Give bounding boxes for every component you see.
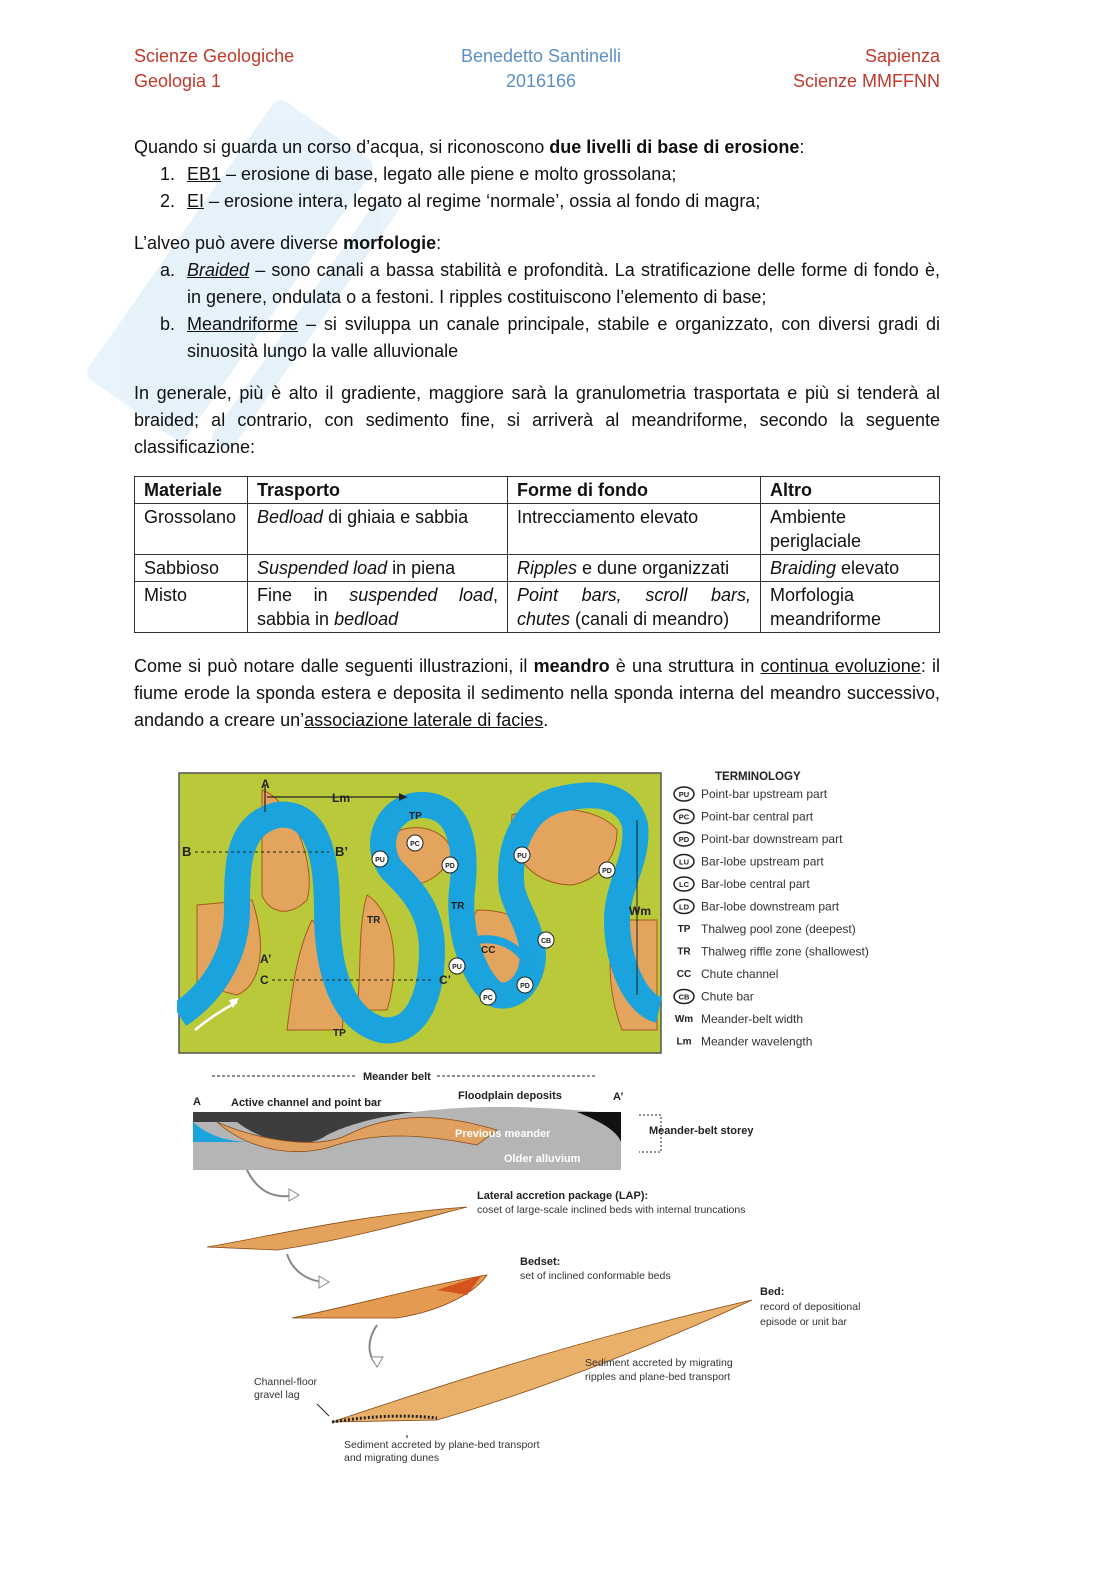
terminology-code: PC (678, 812, 690, 822)
table-row (135, 504, 940, 555)
table-row (135, 555, 940, 582)
table-header: Trasporto (248, 477, 508, 504)
terminology-code: LC (679, 880, 689, 889)
bedset-title: Bedset: (520, 1256, 561, 1268)
terminology-label: Thalweg riffle zone (shallowest) (701, 944, 869, 959)
terminology-item (674, 787, 828, 801)
map-label-TP: TP (333, 1028, 346, 1039)
terminology-label: Point-bar central part (701, 809, 814, 824)
map-label-B: B (182, 844, 192, 859)
table-cell: Intrecciamento elevato (508, 504, 761, 555)
table-cell: Braiding elevato (761, 555, 940, 582)
svg-text:PD: PD (445, 863, 455, 870)
map-label-TR: TR (451, 901, 465, 912)
table-cell: Fine in suspended load, sabbia in bedload (248, 582, 508, 633)
terminology-label: Chute channel (701, 967, 779, 981)
header-student-id: 2016166 (505, 71, 577, 91)
page-header (134, 44, 940, 100)
header-faculty: Scienze MMFFNN (792, 71, 940, 91)
map-label-TP: TP (409, 811, 422, 822)
terminology-item (674, 900, 840, 914)
bed-description-line2: episode or unit bar (760, 1316, 847, 1328)
table-header-row (135, 477, 940, 504)
meander-belt-label: Meander belt (363, 1071, 431, 1083)
older-alluvium-label: Older alluvium (504, 1153, 581, 1165)
terminology-code: Wm (674, 1014, 694, 1025)
list-item-braided: a. Braided – sono canali a bassa stabilità e profondità. La stratificazione delle forme di fondo è, in genere, ondulata o a festoni. I ripples costituiscono l’elemento di base; (160, 260, 940, 307)
table-cell: Ambiente periglaciale (761, 504, 940, 555)
terminology-label: Meander-belt width (701, 1012, 804, 1026)
table-cell: Grossolano (135, 504, 248, 555)
list-item-eb1: 1. EB1 – erosione di base, legato alle piene e molto grossolana; (160, 164, 677, 184)
list-item-ei: 2. EI – erosione intera, legato al regime ‘normale’, ossia al fondo di magra; (160, 191, 761, 211)
terminology-code: LD (679, 902, 689, 912)
map-label-C-prime: C’ (439, 973, 451, 987)
svg-text:PU: PU (452, 964, 462, 971)
terminology-code: TR (677, 946, 691, 958)
terminology-code: CB (678, 992, 690, 1002)
gravel-lag-line1: Channel-floor (254, 1376, 318, 1388)
table-header: Materiale (135, 477, 248, 504)
table-header: Altro (761, 477, 940, 504)
cross-section (193, 1071, 754, 1170)
lap-title: Lateral accretion package (LAP): (477, 1190, 649, 1202)
terminology-code: PD (678, 835, 690, 844)
plane-bed-note-line1: Sediment accreted by plane-bed transport (344, 1439, 540, 1451)
terminology-legend (674, 771, 869, 1049)
table-cell: Misto (135, 582, 248, 633)
header-university: Sapienza (864, 46, 940, 66)
svg-text:PD: PD (520, 983, 530, 990)
bed-description-line1: record of depositional (760, 1301, 861, 1313)
map-label-TR: TR (367, 915, 381, 926)
svg-text:PD: PD (602, 868, 612, 875)
svg-text:PU: PU (517, 853, 527, 860)
header-author: Benedetto Santinelli (460, 46, 622, 66)
bed-hierarchy (207, 1170, 860, 1464)
bedset-description: set of inclined conformable beds (520, 1270, 671, 1282)
terminology-label: Point-bar upstream part (701, 787, 828, 801)
previous-meander-label: Previous meander (455, 1128, 551, 1140)
terminology-item (677, 967, 779, 981)
terminology-label: Point-bar downstream part (701, 832, 843, 846)
terminology-label: Thalweg pool zone (deepest) (701, 922, 856, 936)
svg-text:A: A (193, 1096, 201, 1108)
ripples-note-line1: Sediment accreted by migrating (585, 1357, 733, 1369)
map-label-A: A (261, 777, 270, 791)
list-item-meandriforme: b. Meandriforme – si sviluppa un canale principale, stabile e organizzato, con diversi gradi di sinuosità lungo la valle alluvionale (160, 314, 940, 361)
meander-map (179, 773, 661, 1053)
terminology-code: LU (679, 857, 689, 867)
terminology-item (678, 922, 856, 936)
paragraph-classification: In generale, più è alto il gradiente, maggiore sarà la granulometria trasportata e più si tenderà al braided; al contrario, con sedimento fine, si arriverà al meandriforme, secondo la seguente classificazione: (134, 383, 940, 457)
ripples-note-line2: ripples and plane-bed transport (585, 1371, 731, 1383)
terminology-label: Bar-lobe upstream part (701, 854, 824, 869)
svg-text:PU: PU (375, 857, 385, 864)
header-right (793, 44, 940, 94)
classification-table (134, 476, 940, 633)
meander-figure (177, 770, 897, 1470)
map-label-C: C (260, 973, 269, 987)
terminology-item (674, 810, 814, 824)
paragraph-erosion-levels: Quando si guarda un corso d’acqua, si riconoscono due livelli di base di erosione: (134, 137, 805, 157)
table-cell: Ripples e dune organizzati (508, 555, 761, 582)
floodplain-label: Floodplain deposits (458, 1090, 562, 1102)
map-label-CC: CC (481, 945, 496, 956)
meander-belt-storey-label: Meander-belt storey (649, 1125, 754, 1137)
map-label-A-prime: A’ (260, 952, 272, 966)
table-cell: Point bars, scroll bars, chutes (canali di meandro) (508, 582, 761, 633)
header-course: Scienze Geologiche (134, 46, 295, 66)
terminology-code: TP (677, 924, 691, 935)
header-subject: Geologia 1 (134, 71, 222, 91)
gravel-lag-line2: gravel lag (254, 1389, 300, 1401)
bed-title: Bed: (760, 1286, 785, 1298)
map-label-B-prime: B’ (335, 844, 348, 859)
map-label-Lm: Lm (332, 791, 350, 805)
svg-text:A’: A’ (613, 1091, 624, 1103)
terminology-code: Lm (676, 1036, 692, 1048)
terminology-label: Meander wavelength (701, 1034, 813, 1049)
map-label-Wm: Wm (629, 904, 651, 918)
terminology-label: Chute bar (701, 989, 754, 1004)
terminology-item (677, 945, 869, 959)
header-center (456, 44, 626, 94)
plane-bed-note-line2: and migrating dunes (344, 1452, 440, 1464)
terminology-item (674, 990, 754, 1004)
header-left (134, 44, 294, 94)
svg-text:CB: CB (540, 938, 552, 945)
table-cell: Suspended load in piena (248, 555, 508, 582)
lap-description: coset of large-scale inclined beds with internal truncations (477, 1204, 746, 1216)
table-header: Forme di fondo (508, 477, 761, 504)
terminology-code: PU (678, 790, 690, 799)
terminology-item (674, 877, 810, 891)
active-channel-label: Active channel and point bar (231, 1097, 382, 1109)
table-cell: Sabbioso (135, 555, 248, 582)
terminology-item (674, 832, 843, 846)
table-cell: Bedload di ghiaia e sabbia (248, 504, 508, 555)
terminology-title: TERMINOLOGY (715, 771, 801, 783)
paragraph-meander-evolution: Come si può notare dalle seguenti illustrazioni, il meandro è una struttura in continua evoluzione: il fiume erode la sponda estera e deposita il sedimento nella sponda interna del meandro successivo, andando a creare un’associazione laterale di facies. (134, 656, 940, 730)
terminology-item (675, 1012, 803, 1026)
terminology-code: CC (676, 969, 692, 980)
terminology-label: Bar-lobe downstream part (701, 899, 840, 914)
terminology-item (674, 855, 824, 869)
table-row (135, 582, 940, 633)
table-cell: Morfologia meandriforme (761, 582, 940, 633)
terminology-item (677, 1035, 813, 1049)
svg-text:PC: PC (483, 995, 493, 1002)
svg-text:PC: PC (410, 841, 420, 848)
paragraph-morphology: L’alveo può avere diverse morfologie: (134, 233, 442, 253)
terminology-label: Bar-lobe central part (701, 877, 810, 891)
